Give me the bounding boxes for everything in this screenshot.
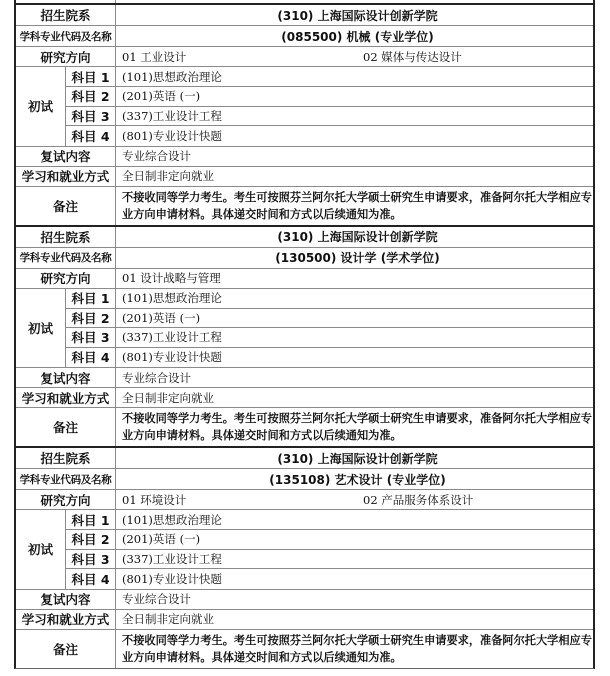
study-mode-row xyxy=(16,167,593,187)
subject-row xyxy=(66,87,593,107)
remarks-row xyxy=(16,630,593,668)
retest-row xyxy=(16,590,593,610)
exam-section xyxy=(16,510,593,590)
subject-label: 科目 3 xyxy=(66,550,116,569)
major-value: (135108) 艺术设计 (专业学位) xyxy=(269,472,446,487)
major-value: (085500) 机械 (专业学位) xyxy=(281,29,434,44)
remarks-value: 不接收同等学力考生。考生可按照芬兰阿尔托大学硕士研究生申请要求，准备阿尔托大学相应专业方向申请材料。具体递交时间和方式以后续通知为准。 xyxy=(122,633,592,664)
retest-row xyxy=(16,368,593,388)
exam-section xyxy=(16,67,593,147)
study-mode-value: 全日制非定向就业 xyxy=(122,169,214,183)
exam-label: 初试 xyxy=(16,510,66,589)
subject-label: 科目 1 xyxy=(66,510,116,529)
subject-row xyxy=(66,67,593,87)
major-row xyxy=(16,248,593,269)
subject-label: 科目 4 xyxy=(66,569,116,589)
direction-2: 02 媒体与传达设计 xyxy=(363,49,462,64)
direction-row xyxy=(16,490,593,510)
subject-row xyxy=(66,289,593,309)
exam-label: 初试 xyxy=(16,67,66,146)
direction-label: 研究方向 xyxy=(16,490,116,509)
study-mode-label: 学习和就业方式 xyxy=(16,167,116,186)
retest-label: 复试内容 xyxy=(16,590,116,609)
subject-value: (101)思想政治理论 xyxy=(122,69,222,84)
subject-row xyxy=(66,107,593,127)
subject-row xyxy=(66,348,593,368)
admissions-table xyxy=(14,0,595,669)
college-label: 招生院系 xyxy=(16,227,116,247)
college-row xyxy=(16,448,593,469)
major-code-label: 学科专业代码及名称 xyxy=(16,469,116,489)
subject-row xyxy=(66,569,593,589)
college-value: (310) 上海国际设计创新学院 xyxy=(277,451,438,466)
college-row xyxy=(16,227,593,248)
subject-row xyxy=(66,309,593,329)
direction-row xyxy=(16,269,593,289)
retest-value: 专业综合设计 xyxy=(122,592,191,606)
college-label: 招生院系 xyxy=(16,448,116,468)
subject-value: (201)英语 (一) xyxy=(122,532,201,547)
subject-value: (101)思想政治理论 xyxy=(122,512,222,527)
direction-1: 01 工业设计 xyxy=(122,49,187,64)
college-row xyxy=(16,5,593,26)
subject-row xyxy=(66,328,593,348)
direction-1: 01 环境设计 xyxy=(122,492,187,507)
direction-values xyxy=(116,269,593,288)
remarks-value: 不接收同等学力考生。考生可按照芬兰阿尔托大学硕士研究生申请要求，准备阿尔托大学相应专业方向申请材料。具体递交时间和方式以后续通知为准。 xyxy=(122,412,592,442)
study-mode-row xyxy=(16,610,593,630)
subject-value: (337)工业设计工程 xyxy=(122,330,222,345)
major-code-label: 学科专业代码及名称 xyxy=(16,248,116,268)
study-mode-value: 全日制非定向就业 xyxy=(122,390,214,405)
subject-value: (801)专业设计快题 xyxy=(122,571,222,586)
subject-row xyxy=(66,550,593,570)
major-code-label: 学科专业代码及名称 xyxy=(16,26,116,46)
exam-label: 初试 xyxy=(16,289,66,368)
direction-label: 研究方向 xyxy=(16,47,116,66)
subject-row xyxy=(66,126,593,146)
retest-row xyxy=(16,147,593,167)
direction-values xyxy=(116,490,593,509)
subject-label: 科目 4 xyxy=(66,348,116,368)
study-mode-row xyxy=(16,388,593,408)
remarks-label: 备注 xyxy=(16,408,116,446)
retest-label: 复试内容 xyxy=(16,147,116,166)
remarks-label: 备注 xyxy=(16,630,116,668)
direction-row xyxy=(16,47,593,67)
subject-label: 科目 2 xyxy=(66,87,116,106)
exam-section xyxy=(16,289,593,369)
major-row xyxy=(16,26,593,47)
study-mode-value: 全日制非定向就业 xyxy=(122,612,214,626)
remarks-row xyxy=(16,408,593,446)
subject-value: (101)思想政治理论 xyxy=(122,291,222,305)
study-mode-label: 学习和就业方式 xyxy=(16,388,116,407)
college-label: 招生院系 xyxy=(16,5,116,25)
college-value: (310) 上海国际设计创新学院 xyxy=(277,8,438,23)
subject-row xyxy=(66,530,593,550)
retest-value: 专业综合设计 xyxy=(122,149,191,163)
subject-label: 科目 2 xyxy=(66,530,116,549)
retest-value: 专业综合设计 xyxy=(122,370,191,385)
program-block-3 xyxy=(14,446,595,669)
subject-label: 科目 2 xyxy=(66,309,116,328)
subject-row xyxy=(66,510,593,530)
study-mode-label: 学习和就业方式 xyxy=(16,610,116,629)
retest-label: 复试内容 xyxy=(16,368,116,387)
college-value: (310) 上海国际设计创新学院 xyxy=(277,230,438,244)
direction-2: 02 产品服务体系设计 xyxy=(363,492,474,507)
subject-value: (201)英语 (一) xyxy=(122,310,201,325)
remarks-value: 不接收同等学力考生。考生可按照芬兰阿尔托大学硕士研究生申请要求，准备阿尔托大学相应专业方向申请材料。具体递交时间和方式以后续通知为准。 xyxy=(122,190,592,221)
remarks-row xyxy=(16,187,593,225)
subject-label: 科目 3 xyxy=(66,107,116,126)
major-row xyxy=(16,469,593,490)
subject-label: 科目 1 xyxy=(66,289,116,308)
direction-label: 研究方向 xyxy=(16,269,116,288)
program-block-2 xyxy=(14,225,595,447)
program-block-1 xyxy=(14,3,595,225)
subject-label: 科目 1 xyxy=(66,67,116,86)
subject-label: 科目 3 xyxy=(66,328,116,347)
subject-value: (801)专业设计快题 xyxy=(122,128,222,143)
subject-value: (801)专业设计快题 xyxy=(122,350,222,365)
major-value: (130500) 设计学 (学术学位) xyxy=(275,251,440,265)
direction-values xyxy=(116,47,593,66)
direction-1: 01 设计战略与管理 xyxy=(122,271,221,285)
subject-label: 科目 4 xyxy=(66,126,116,146)
remarks-label: 备注 xyxy=(16,187,116,225)
subject-value: (337)工业设计工程 xyxy=(122,108,222,123)
subject-value: (201)英语 (一) xyxy=(122,89,201,104)
subject-value: (337)工业设计工程 xyxy=(122,551,222,566)
